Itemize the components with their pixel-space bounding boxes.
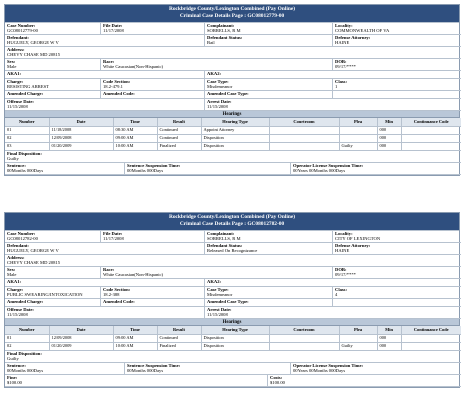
address-cell: Address: CHEVY CHASE MD 20815: [5, 255, 461, 267]
race-cell: Race: White Caucasian(Non-Hispanic): [101, 267, 333, 279]
offense-date-cell: Offense Date: 11/15/2008: [5, 99, 205, 111]
arrest-date-cell: Arrest Date: 11/15/2008: [205, 307, 461, 319]
hearings-title: Hearings: [5, 111, 459, 118]
amended-charge-cell: Amended Charge:: [5, 299, 101, 307]
court-title: Rockbridge County/Lexington Combined (Pay Online): [168, 214, 296, 220]
sex-cell: Sex: Male: [5, 59, 101, 71]
court-title: Rockbridge County/Lexington Combined (Pay Online): [168, 6, 296, 12]
hearings-header-row: [5, 326, 461, 334]
amended-charge-cell: Amended Charge:: [5, 91, 101, 99]
col-hearing-type: Hearing Type: [201, 326, 269, 334]
defense-attorney-cell: Defense Attorney: HAINE: [333, 243, 461, 255]
defendant-row: [5, 35, 459, 47]
case-header: [5, 213, 459, 230]
amended-code-cell: Amended Code:: [101, 299, 205, 307]
case-header: [5, 5, 459, 22]
case-info-row: [5, 230, 459, 243]
col-number: Number: [5, 326, 49, 334]
code-section-cell: Code Section: 18.2-388: [101, 287, 205, 299]
defendant-cell: Defendant: HUGUELY, GEORGE W V: [5, 243, 205, 255]
defendant-cell: Defendant: HUGUELY, GEORGE W V: [5, 35, 205, 47]
locality-cell: Locality: CITY OF LEXINGTON: [333, 231, 461, 243]
case-type-cell: Case Type: Misdemeanor: [205, 287, 333, 299]
charge-row: [5, 287, 459, 299]
final-disposition-cell: Final Disposition: Guilty: [5, 351, 461, 363]
col-date: Date: [49, 326, 113, 334]
fine-costs-row: [5, 375, 459, 387]
aka2-cell: AKA2:: [205, 279, 461, 287]
table-row: 01 12/09/2008 09:00 AM Continued Disposition 000: [5, 334, 461, 342]
col-result: Result: [157, 118, 201, 126]
col-time: Time: [113, 118, 157, 126]
dates-row: [5, 99, 459, 111]
race-cell: Race: White Caucasian(Non-Hispanic): [101, 59, 333, 71]
demographics-row: [5, 59, 459, 71]
table-row: 03 01/20/2009 10:00 AM Finalized Disposition Guilty 000: [5, 142, 461, 150]
sentence-row: [5, 363, 459, 375]
complainant-cell: Complainant: SORRELLS, R M: [205, 231, 333, 243]
address-row: [5, 255, 459, 267]
col-plea: Plea: [339, 118, 377, 126]
sentence-row: [5, 163, 459, 175]
aka2-cell: AKA2:: [205, 71, 461, 79]
sentence-cell: Sentence: 00Months 000Days: [5, 163, 125, 175]
case-number-cell: Case Number: GC08012779-00: [5, 23, 101, 35]
dob-cell: DOB: 09/17/****: [333, 59, 461, 71]
empty-cell: [333, 299, 461, 307]
dob-cell: DOB: 09/17/****: [333, 267, 461, 279]
fine-cell: Fine: $100.00: [5, 375, 268, 387]
file-date-cell: File Date: 11/17/2008: [101, 231, 205, 243]
amended-row: [5, 299, 459, 307]
address-cell: Address: CHEVY CHASE MD 20815: [5, 47, 461, 59]
arrest-date-cell: Arrest Date: 11/15/2008: [205, 99, 461, 111]
defendant-row: [5, 243, 459, 255]
aka1-cell: AKA1:: [5, 279, 205, 287]
table-row: 01 11/18/2008 08:30 AM Continued Appoint Attorney 000: [5, 126, 461, 134]
class-cell: Class: 1: [333, 79, 461, 91]
sentence-cell: Sentence: 00Months 000Days: [5, 363, 125, 375]
table-row: 02 12/09/2008 09:00 AM Continued Disposition 000: [5, 134, 461, 142]
amended-row: [5, 91, 459, 99]
file-date-cell: File Date: 11/17/2008: [101, 23, 205, 35]
aka-row: [5, 71, 459, 79]
col-min: Min: [377, 326, 401, 334]
complainant-cell: Complainant: SORRELLS, R M: [205, 23, 333, 35]
offense-date-cell: Offense Date: 11/15/2008: [5, 307, 205, 319]
case-record-2: [4, 212, 460, 388]
hearings-table: [5, 118, 461, 151]
class-cell: Class: 4: [333, 287, 461, 299]
final-disposition-row: [5, 351, 459, 363]
table-row: 02 01/20/2009 10:00 AM Finalized Disposition Guilty 000: [5, 342, 461, 350]
locality-cell: Locality: COMMONWEALTH OF VA: [333, 23, 461, 35]
hearings-header-row: [5, 118, 461, 126]
col-date: Date: [49, 118, 113, 126]
col-result: Result: [157, 326, 201, 334]
license-suspension-cell: Operator License Suspension Time: 00Years 00Months 000Days: [291, 163, 461, 175]
col-number: Number: [5, 118, 49, 126]
col-plea: Plea: [339, 326, 377, 334]
col-courtroom: Courtroom: [269, 118, 339, 126]
final-disposition-cell: Final Disposition: Guilty: [5, 151, 461, 163]
charge-row: [5, 79, 459, 91]
license-suspension-cell: Operator License Suspension Time: 00Years 00Months 000Days: [291, 363, 461, 375]
page-subtitle: Criminal Case Details Page : GC08012779-00: [179, 13, 285, 19]
amended-case-type-cell: Amended Case Type:: [205, 299, 333, 307]
hearings-title: Hearings: [5, 319, 459, 326]
demographics-row: [5, 267, 459, 279]
sentence-suspension-cell: Sentence Suspension Time: 00Months 000Days: [125, 163, 291, 175]
aka-row: [5, 279, 459, 287]
case-type-cell: Case Type: Misdemeanor: [205, 79, 333, 91]
charge-cell: Charge: RESISTING ARREST: [5, 79, 101, 91]
code-section-cell: Code Section: 18.2-479.1: [101, 79, 205, 91]
case-info-row: [5, 22, 459, 35]
defendant-status-cell: Defendant Status: Released On Recognizance: [205, 243, 333, 255]
amended-code-cell: Amended Code:: [101, 91, 205, 99]
dates-row: [5, 307, 459, 319]
col-time: Time: [113, 326, 157, 334]
case-record-1: [4, 4, 460, 176]
costs-cell: Costs: $100.00: [268, 375, 461, 387]
charge-cell: Charge: PUBLIC SWEARING/INTOXICATION: [5, 287, 101, 299]
defendant-status-cell: Defendant Status: Bail: [205, 35, 333, 47]
empty-cell: [333, 91, 461, 99]
address-row: [5, 47, 459, 59]
col-hearing-type: Hearing Type: [201, 118, 269, 126]
col-min: Min: [377, 118, 401, 126]
sentence-suspension-cell: Sentence Suspension Time: 00Months 000Days: [125, 363, 291, 375]
col-continuance-code: Continuance Code: [401, 326, 461, 334]
defense-attorney-cell: Defense Attorney: HAINE: [333, 35, 461, 47]
aka1-cell: AKA1:: [5, 71, 205, 79]
amended-case-type-cell: Amended Case Type:: [205, 91, 333, 99]
col-continuance-code: Continuance Code: [401, 118, 461, 126]
final-disposition-row: [5, 151, 459, 163]
page-subtitle: Criminal Case Details Page : GC08012782-00: [179, 221, 285, 227]
col-courtroom: Courtroom: [269, 326, 339, 334]
case-number-cell: Case Number: GC08012782-00: [5, 231, 101, 243]
hearings-table: [5, 326, 461, 351]
sex-cell: Sex: Male: [5, 267, 101, 279]
